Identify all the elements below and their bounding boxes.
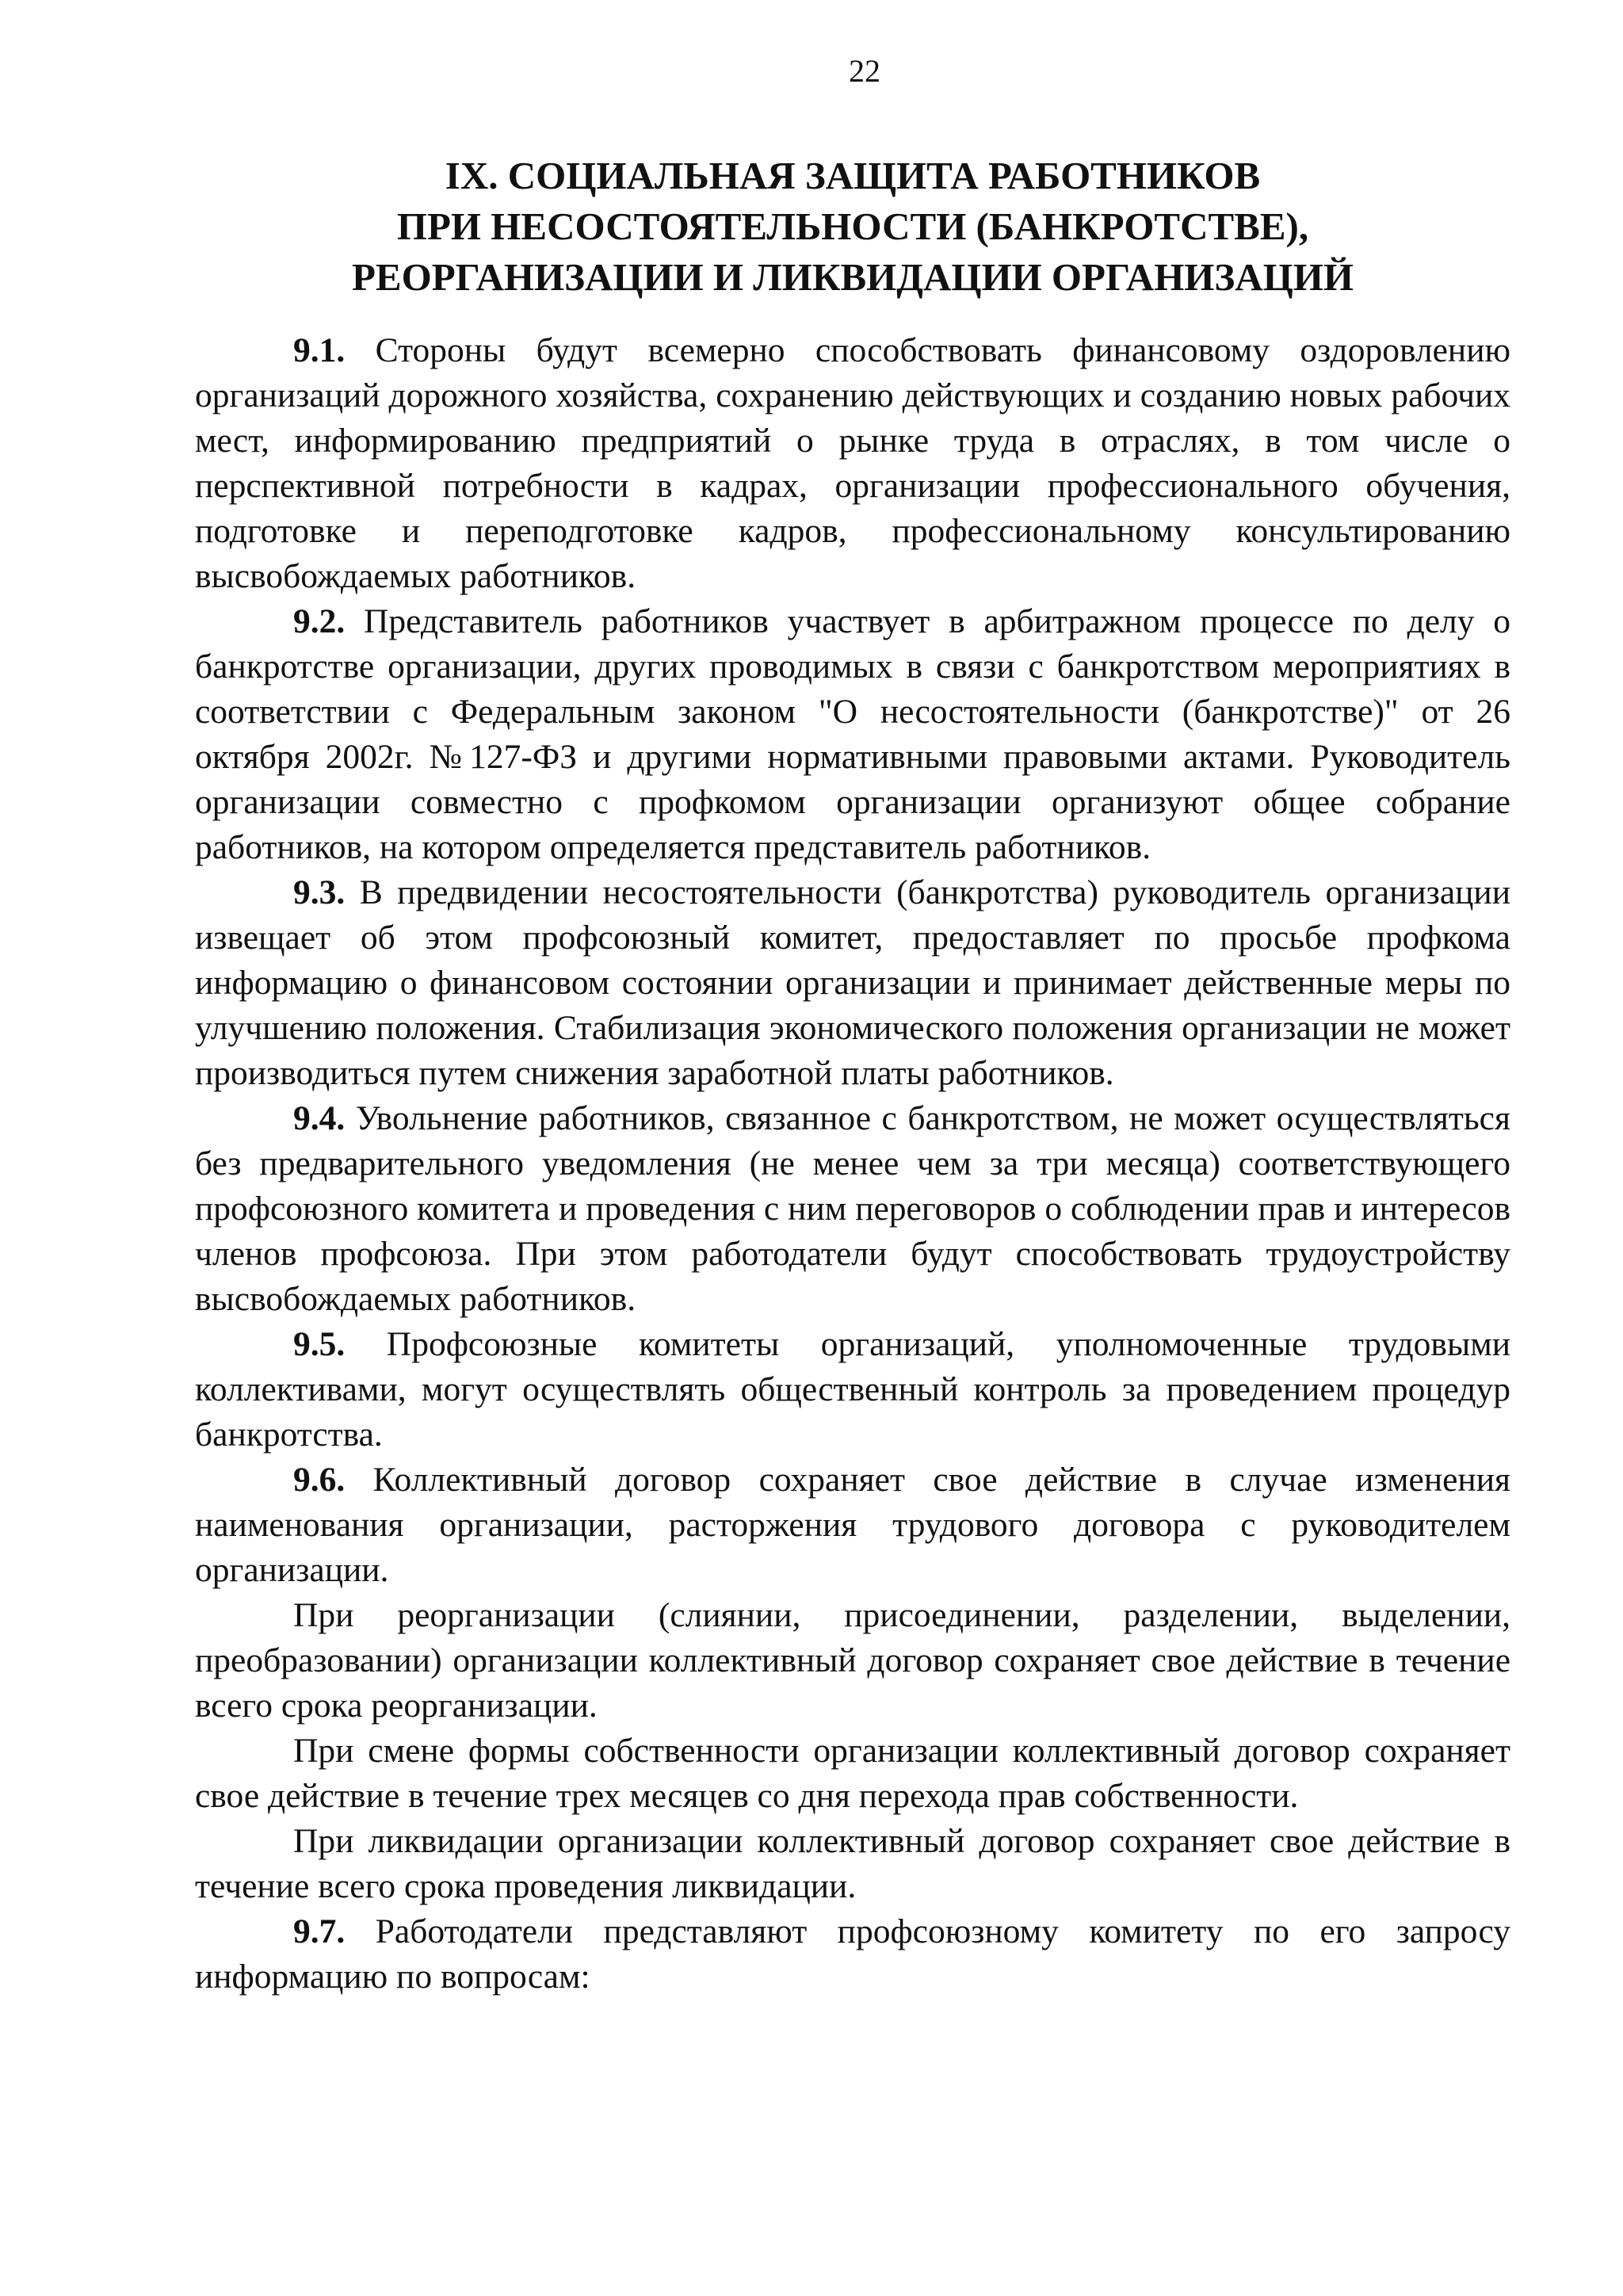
clause-text: Увольнение работников, связанное с банкротством, не может осуществляться без предварительного уведомления (не менее чем за три месяца) соответствующего профсоюзного комитета и проведения с ним переговоров о соблюдении прав и интересов членов профсоюза. При этом работодатели будут способствовать трудоустройству высвобождаемых работников. [195,1099,1510,1318]
clause-text: Представитель работников участвует в арбитражном процессе по делу о банкротстве организации, других проводимых в связи с банкротством мероприятиях в соответствии с Федеральным законом "О несостоятельности (банкротстве)" от 26 октября 2002г. №127-ФЗ и другими нормативными правовыми актами. Руководитель организации совместно с профкомом организации организуют общее собрание работников, на котором определяется представитель работников. [195,602,1510,866]
clause-number: 9.5. [293,1325,346,1363]
clause-text: Коллективный договор сохраняет свое действие в случае изменения наименования организации, расторжения трудового договора с руководителем организации. [195,1461,1510,1589]
clause-text: При ликвидации организации коллективный договор сохраняет свое действие в течение всего срока проведения ликвидации. [195,1822,1510,1905]
clause-9-6-liquidation [195,1819,1510,1909]
clause-9-6-ownership-change [195,1729,1510,1819]
clause-number: 9.3. [293,873,346,911]
clause-text: Профсоюзные комитеты организаций, уполномоченные трудовыми коллективами, могут осуществлять общественный контроль за проведением процедур банкротства. [195,1325,1510,1454]
clause-9-7 [195,1909,1510,2000]
section-title-line-2: ПРИ НЕСОСТОЯТЕЛЬНОСТИ (БАНКРОТСТВЕ), [396,204,1309,248]
section-title [195,151,1510,303]
clause-9-3 [195,870,1510,1096]
clause-number: 9.4. [293,1099,346,1137]
clause-text: При смене формы собственности организации коллективный договор сохраняет свое действие в течение трех месяцев со дня перехода прав собственности. [195,1732,1510,1815]
page-number: 22 [849,53,880,89]
clause-text: Стороны будут всемерно способствовать финансовому оздоровлению организаций дорожного хозяйства, сохранению действующих и созданию новых рабочих мест, информированию предприятий о рынке труда в отраслях, в том числе о перспективной потребности в кадрах, организации профессионального обучения, подготовке и переподготовке кадров, профессиональному консультированию высвобождаемых работников. [195,331,1510,595]
clause-9-5 [195,1322,1510,1457]
clause-number: 9.1. [293,331,346,369]
section-title-line-1: IX. СОЦИАЛЬНАЯ ЗАЩИТА РАБОТНИКОВ [445,154,1261,197]
section-title-line-3: РЕОРГАНИЗАЦИИ И ЛИКВИДАЦИИ ОРГАНИЗАЦИЙ [351,255,1354,299]
clause-9-6 [195,1457,1510,1593]
clause-text: При реорганизации (слиянии, присоединении, разделении, выделении, преобразовании) организации коллективный договор сохраняет свое действие в течение всего срока реорганизации. [195,1596,1510,1725]
clause-number: 9.6. [293,1461,346,1499]
document-page [195,48,1510,2000]
clause-9-1 [195,328,1510,599]
clause-number: 9.2. [293,602,346,640]
clause-9-2 [195,599,1510,870]
clause-number: 9.7. [293,1912,346,1950]
clause-9-6-reorganization [195,1593,1510,1729]
clause-text: В предвидении несостоятельности (банкротства) руководитель организации извещает об этом профсоюзный комитет, предоставляет по просьбе профкома информацию о финансовом состоянии организации и принимает действенные меры по улучшению положения. Стабилизация экономического положения организации не может производиться путем снижения заработной платы работников. [195,873,1510,1092]
clause-text: Работодатели представляют профсоюзному комитету по его запросу информацию по вопросам: [195,1912,1510,1996]
clause-9-4 [195,1096,1510,1322]
